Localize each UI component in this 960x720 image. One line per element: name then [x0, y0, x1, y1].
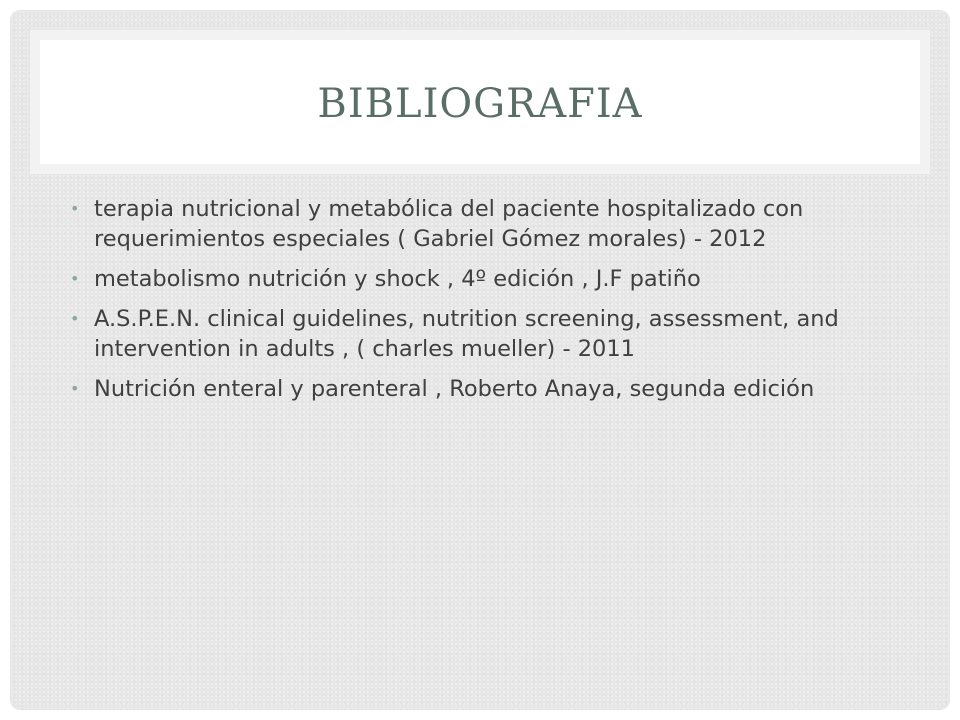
list-item-text: terapia nutricional y metabólica del paciente hospitalizado con requerimientos especiales ( Gabriel Gómez morales) - 2012: [94, 196, 804, 252]
list-item-text: metabolismo nutrición y shock , 4º edición , J.F patiño: [94, 266, 701, 292]
list-item: [68, 194, 888, 254]
bullet-icon: •: [70, 309, 80, 328]
list-item: [68, 304, 888, 364]
title-band: [30, 30, 930, 174]
bibliography-list: [68, 194, 888, 414]
slide: [10, 10, 950, 710]
bullet-icon: •: [70, 379, 80, 398]
bullet-icon: •: [70, 269, 80, 288]
list-item-text: Nutrición enteral y parenteral , Roberto Anaya, segunda edición: [94, 376, 815, 402]
slide-title: BIBLIOGRAFIA: [317, 81, 643, 127]
bullet-icon: •: [70, 199, 80, 218]
list-item: [68, 374, 888, 404]
title-box: [40, 40, 920, 164]
list-item: [68, 264, 888, 294]
list-item-text: A.S.P.E.N. clinical guidelines, nutrition screening, assessment, and intervention in adults , ( charles mueller) - 2011: [94, 306, 839, 362]
